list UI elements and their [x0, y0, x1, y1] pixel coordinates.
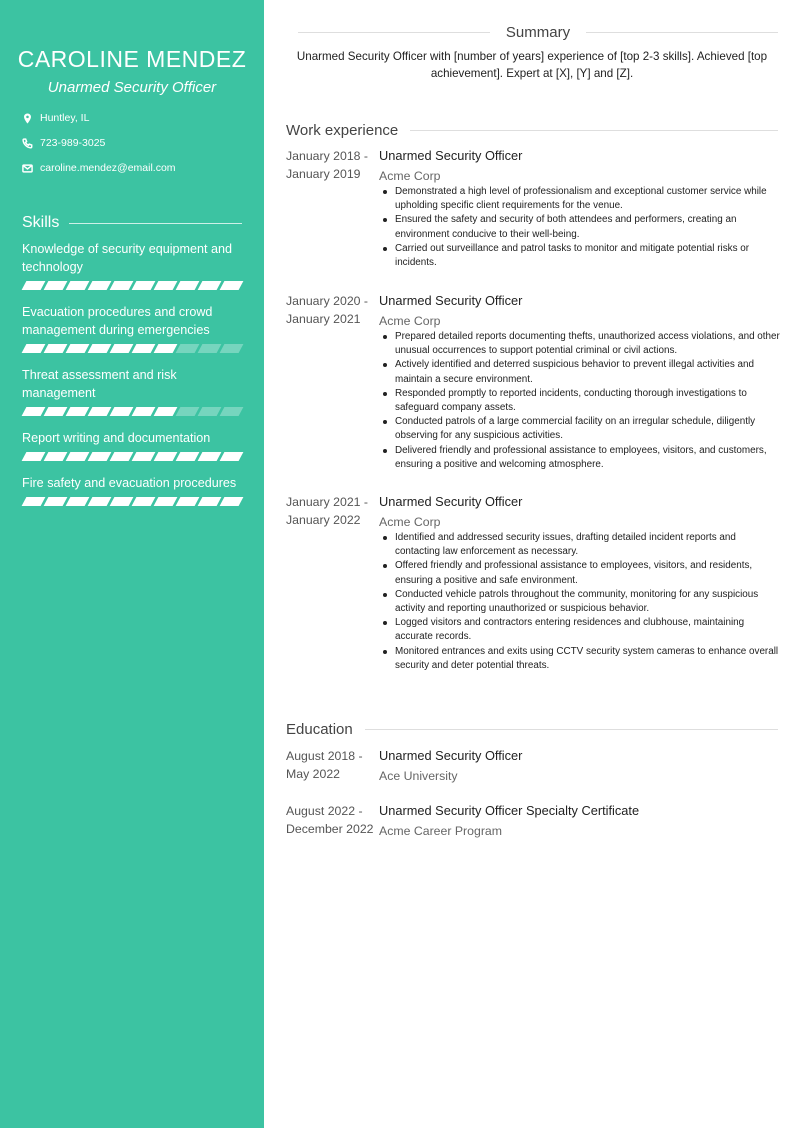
skill-segment-filled	[132, 281, 156, 290]
skill-segment-filled	[110, 452, 134, 461]
skill-segment-filled	[132, 407, 156, 416]
company-name: Acme Corp	[379, 314, 441, 328]
job-title: Unarmed Security Officer	[379, 148, 523, 163]
skill-segment-filled	[132, 497, 156, 506]
skill-level-bar	[24, 407, 244, 416]
skill-segment-filled	[154, 452, 178, 461]
skill-label: Fire safety and evacuation procedures	[22, 476, 237, 490]
education-heading-label: Education	[286, 721, 353, 738]
summary-heading	[298, 24, 778, 41]
location-text: Huntley, IL	[40, 112, 90, 124]
skill-segment-filled	[110, 497, 134, 506]
skill-segment-filled	[44, 281, 68, 290]
list-item: Offered friendly and professional assistance to employees, visitors, and residents, ensuring a positive and safe environment.	[395, 559, 780, 587]
work-heading-rule	[410, 130, 778, 131]
job-title: Unarmed Security Officer	[379, 494, 523, 509]
skill-segment-filled	[66, 344, 90, 353]
list-item: Logged visitors and contractors entering residences and clubhouse, maintaining accurate records.	[395, 616, 780, 644]
list-item: Identified and addressed security issues, drafting detailed incident reports and contacting law enforcement as necessary.	[395, 531, 780, 559]
work-heading	[286, 122, 778, 139]
email-text[interactable]: caroline.mendez@email.com	[40, 162, 176, 174]
responsibilities-list	[395, 531, 780, 673]
list-item: Conducted patrols of a large commercial facility on an irregular schedule, diligently observing for any suspicious activities.	[395, 415, 780, 443]
skill-level-bar	[24, 452, 244, 461]
job-title: Unarmed Security Officer	[379, 293, 523, 308]
skill-segment-empty	[176, 407, 200, 416]
skill-segment-empty	[198, 344, 222, 353]
skill-segment-filled	[22, 281, 46, 290]
skill-segment-filled	[220, 281, 244, 290]
responsibilities-list	[395, 185, 780, 270]
contact-email	[22, 162, 176, 174]
company-name: Acme Corp	[379, 169, 441, 183]
skill-item	[22, 240, 244, 290]
work-entry-dates	[286, 493, 378, 529]
skill-segment-filled	[176, 497, 200, 506]
summary-text: Unarmed Security Officer with [number of years] experience of [top 2-3 skills]. Achieved [top achievement]. Expert at [X], [Y] and [Z].	[296, 50, 768, 80]
skill-segment-filled	[176, 452, 200, 461]
skill-segment-filled	[44, 452, 68, 461]
date-start: August 2022 -	[286, 804, 363, 818]
skill-segment-filled	[220, 497, 244, 506]
list-item: Monitored entrances and exits using CCTV security system cameras to enhance overall security and deter potential threats.	[395, 645, 780, 673]
work-entry-dates	[286, 147, 378, 183]
skill-item	[22, 366, 244, 416]
skill-segment-filled	[110, 407, 134, 416]
skill-segment-filled	[22, 344, 46, 353]
skill-segment-filled	[198, 281, 222, 290]
summary-heading-label: Summary	[505, 24, 571, 41]
skill-segment-filled	[154, 281, 178, 290]
skill-label: Threat assessment and risk management	[22, 368, 177, 400]
phone-text[interactable]: 723-989-3025	[40, 137, 106, 149]
skill-item	[22, 303, 244, 353]
skill-label: Knowledge of security equipment and technology	[22, 242, 233, 274]
main-content	[264, 0, 800, 1128]
skill-label: Report writing and documentation	[22, 431, 211, 445]
work-heading-label: Work experience	[286, 122, 399, 139]
summary-rule-right	[586, 32, 778, 33]
skill-segment-filled	[22, 407, 46, 416]
degree-name: Unarmed Security Officer	[379, 748, 523, 763]
skill-segment-filled	[22, 497, 46, 506]
candidate-name: CAROLINE MENDEZ	[17, 46, 247, 72]
summary-rule-left	[298, 32, 490, 33]
list-item: Demonstrated a high level of professionalism and exceptional customer service while upholding specific client requirements for the venue.	[395, 185, 780, 213]
skill-segment-filled	[220, 452, 244, 461]
skill-segment-filled	[154, 344, 178, 353]
school-name: Acme Career Program	[379, 824, 503, 838]
date-start: January 2020 -	[286, 294, 369, 308]
date-end: May 2022	[286, 767, 341, 781]
degree-name: Unarmed Security Officer Specialty Certificate	[379, 803, 640, 818]
skill-segment-filled	[132, 344, 156, 353]
list-item: Carried out surveillance and patrol tasks to monitor and mitigate potential risks or incidents.	[395, 242, 780, 270]
skill-item	[22, 474, 244, 506]
skill-segment-filled	[88, 452, 112, 461]
sidebar	[0, 0, 264, 1128]
skill-level-bar	[24, 344, 244, 353]
date-end: December 2022	[286, 822, 374, 836]
skill-segment-empty	[198, 407, 222, 416]
date-end: January 2022	[286, 513, 361, 527]
responsibilities-list	[395, 330, 780, 472]
skill-segment-filled	[66, 281, 90, 290]
date-start: August 2018 -	[286, 749, 363, 763]
phone-icon	[22, 138, 33, 149]
date-end: January 2021	[286, 312, 361, 326]
skill-segment-filled	[44, 497, 68, 506]
date-end: January 2019	[286, 167, 361, 181]
skill-segment-filled	[198, 497, 222, 506]
skill-segment-filled	[88, 497, 112, 506]
skills-heading-rule	[69, 223, 242, 224]
skill-segment-empty	[220, 344, 244, 353]
list-item: Delivered friendly and professional assistance to employees, visitors, and customers, ensuring a positive and welcoming atmosphere.	[395, 444, 780, 472]
skill-level-bar	[24, 497, 244, 506]
skill-segment-filled	[66, 407, 90, 416]
education-dates	[286, 802, 381, 838]
skill-segment-filled	[66, 497, 90, 506]
education-heading	[286, 721, 778, 738]
skill-item	[22, 429, 244, 461]
skill-segment-empty	[176, 344, 200, 353]
skill-segment-filled	[88, 281, 112, 290]
education-heading-rule	[365, 729, 778, 730]
skill-segment-filled	[176, 281, 200, 290]
date-start: January 2018 -	[286, 149, 369, 163]
skills-heading	[22, 214, 242, 232]
skill-segment-filled	[110, 281, 134, 290]
skill-segment-filled	[22, 452, 46, 461]
school-name: Ace University	[379, 769, 458, 783]
skill-segment-filled	[132, 452, 156, 461]
list-item: Prepared detailed reports documenting thefts, unauthorized access violations, and other unusual occurrences to support potential criminal or civil actions.	[395, 330, 780, 358]
skill-segment-filled	[88, 407, 112, 416]
list-item: Actively identified and deterred suspicious behavior to prevent illegal activities and maintain a secure environment.	[395, 358, 780, 386]
skill-segment-filled	[154, 497, 178, 506]
contact-location	[22, 112, 89, 124]
skill-segment-filled	[154, 407, 178, 416]
skill-segment-filled	[88, 344, 112, 353]
list-item: Ensured the safety and security of both attendees and performers, creating an environment conducive to their well-being.	[395, 213, 780, 241]
work-entry-dates	[286, 292, 378, 328]
skill-segment-filled	[44, 407, 68, 416]
skill-segment-filled	[66, 452, 90, 461]
list-item: Conducted vehicle patrols throughout the community, monitoring for any suspicious activity and reporting unauthorized or suspicious behavior.	[395, 588, 780, 616]
email-icon	[22, 163, 33, 174]
skill-level-bar	[24, 281, 244, 290]
company-name: Acme Corp	[379, 515, 441, 529]
skill-segment-filled	[110, 344, 134, 353]
date-start: January 2021 -	[286, 495, 369, 509]
skills-heading-label: Skills	[22, 214, 60, 231]
candidate-title: Unarmed Security Officer	[47, 79, 217, 96]
education-dates	[286, 747, 378, 783]
location-pin-icon	[22, 113, 33, 124]
skill-segment-empty	[220, 407, 244, 416]
skill-segment-filled	[44, 344, 68, 353]
contact-phone	[22, 137, 105, 149]
skill-label: Evacuation procedures and crowd management during emergencies	[22, 305, 213, 337]
list-item: Responded promptly to reported incidents, conducting thorough investigations to safeguard company assets.	[395, 387, 780, 415]
skill-segment-filled	[198, 452, 222, 461]
